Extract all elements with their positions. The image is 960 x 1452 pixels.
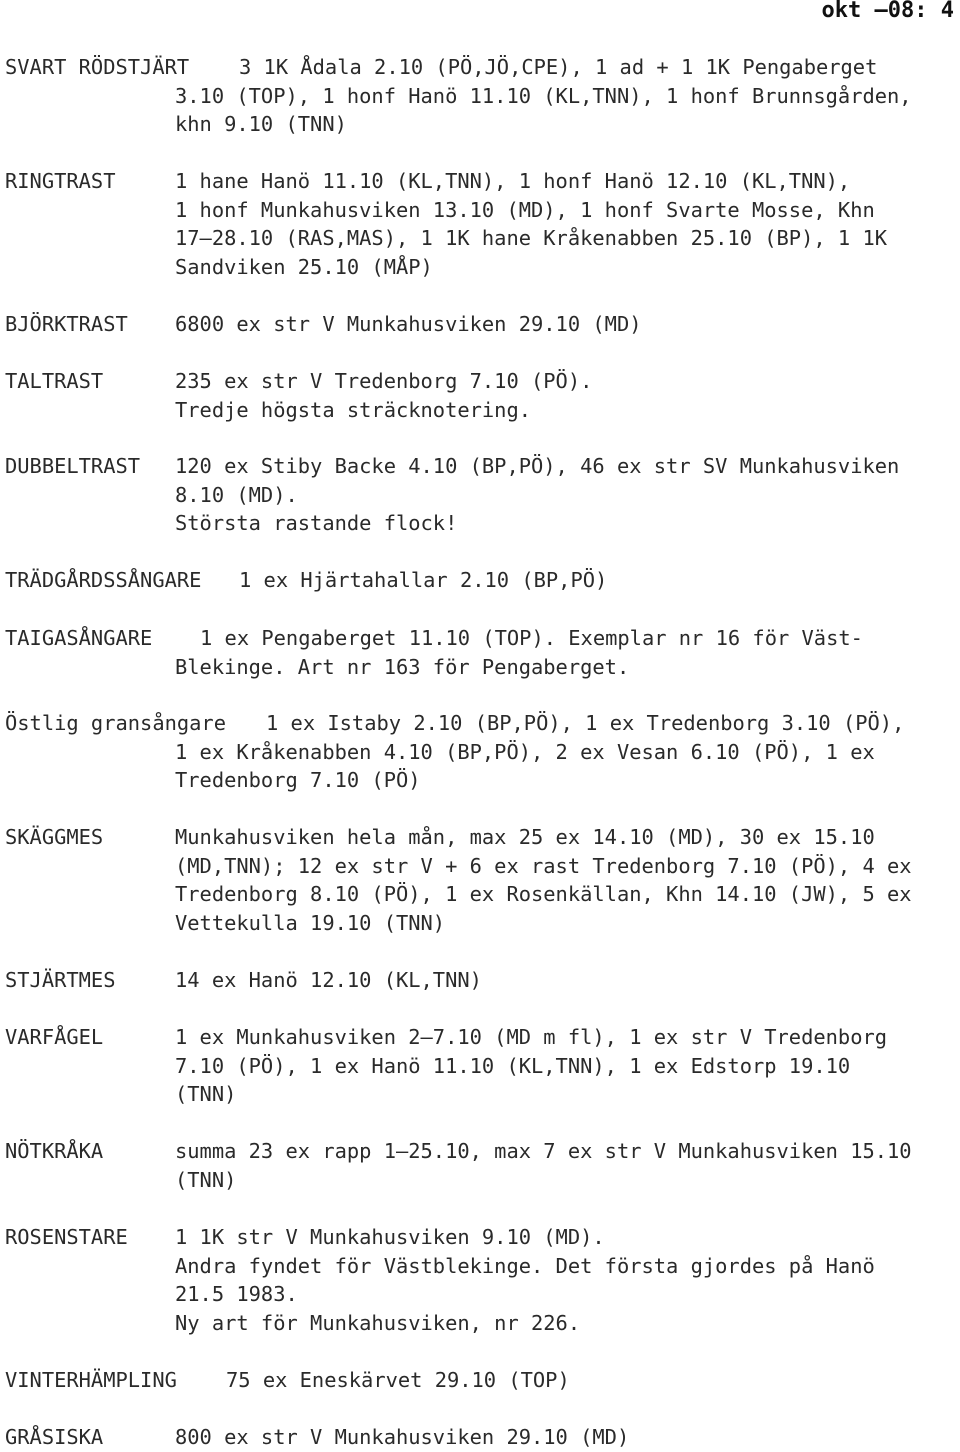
entry-line: 1 1K str V Munkahusviken 9.10 (MD). [175,1225,605,1249]
entry-line: Tredenborg 8.10 (PÖ), 1 ex Rosenkällan, Khn 14.10 (JW), 5 ex [175,882,912,907]
entry-line: 800 ex str V Munkahusviken 29.10 (MD) [175,1425,630,1449]
entry-line: Ny art för Munkahusviken, nr 226. [175,1310,581,1335]
entry-line: 3 1K Ådala 2.10 (PÖ,JÖ,CPE), 1 ad + 1 1K Pengaberget [239,55,878,79]
entry-line: Tredje högsta sträcknotering. [175,397,532,422]
entry-line: khn 9.10 (TNN) [175,112,347,137]
species-name: BJÖRKTRAST [5,312,128,336]
species-name: STJÄRTMES [5,968,116,992]
entry-line: (MD,TNN); 12 ex str V + 6 ex rast Tredenborg 7.10 (PÖ), 4 ex [175,853,912,878]
entry-line: 1 honf Munkahusviken 13.10 (MD), 1 honf Svarte Mosse, Khn [175,197,875,222]
entry-line: 235 ex str V Tredenborg 7.10 (PÖ). [175,369,593,393]
entry-line: 1 ex Istaby 2.10 (BP,PÖ), 1 ex Tredenborg 3.10 (PÖ), [266,711,905,735]
entry-line: 6800 ex str V Munkahusviken 29.10 (MD) [175,312,642,336]
entry-line: (TNN) [175,1082,237,1107]
species-name: SVART RÖDSTJÄRT [5,55,190,79]
species-name: ROSENSTARE [5,1225,128,1249]
entry-line: 1 ex Kråkenabben 4.10 (BP,PÖ), 2 ex Vesan 6.10 (PÖ), 1 ex [175,739,875,764]
entry-line: 8.10 (MD). [175,482,298,507]
entry-line: 21.5 1983. [175,1282,298,1307]
entry-line: 1 ex Hjärtahallar 2.10 (BP,PÖ) [239,568,608,592]
entry-line: summa 23 ex rapp 1–25.10, max 7 ex str V Munkahusviken 15.10 [175,1139,912,1163]
species-name: Östlig gransångare [5,711,226,735]
species-name: VARFÅGEL [5,1025,104,1049]
entry-line: Andra fyndet för Västblekinge. Det första gjordes på Hanö [175,1253,875,1278]
species-name: NÖTKRÅKA [5,1139,104,1163]
entry-line: 1 ex Pengaberget 11.10 (TOP). Exemplar nr 16 för Väst- [200,626,863,650]
species-name: TRÄDGÅRDSSÅNGARE [5,568,202,592]
species-name: SKÄGGMES [5,825,104,849]
entry-line: 120 ex Stiby Backe 4.10 (BP,PÖ), 46 ex str SV Munkahusviken [175,454,900,478]
species-name: DUBBELTRAST [5,454,141,478]
entry-line: Största rastande flock! [175,511,458,536]
entry-line: Vettekulla 19.10 (TNN) [175,910,446,935]
species-name: TAIGASÅNGARE [5,626,153,650]
entry-line: 75 ex Eneskärvet 29.10 (TOP) [226,1368,570,1392]
species-name: RINGTRAST [5,169,116,193]
species-name: TALTRAST [5,369,104,393]
species-name: GRÅSISKA [5,1425,104,1449]
entry-line: Sandviken 25.10 (MÅP) [175,254,433,279]
entry-line: 14 ex Hanö 12.10 (KL,TNN) [175,968,482,992]
entry-line: 17–28.10 (RAS,MAS), 1 1K hane Kråkenabben 25.10 (BP), 1 1K [175,226,888,251]
entry-line: Munkahusviken hela mån, max 25 ex 14.10 (MD), 30 ex 15.10 [175,825,875,849]
entry-line: (TNN) [175,1167,237,1192]
entry-line: Blekinge. Art nr 163 för Pengaberget. [175,654,630,679]
species-name: VINTERHÄMPLING [5,1368,177,1392]
page-header: okt –08: 4 [821,0,954,23]
entry-line: 7.10 (PÖ), 1 ex Hanö 11.10 (KL,TNN), 1 ex Edstorp 19.10 [175,1053,851,1078]
entry-line: 1 hane Hanö 11.10 (KL,TNN), 1 honf Hanö 12.10 (KL,TNN), [175,169,851,193]
entry-line: Tredenborg 7.10 (PÖ) [175,768,421,793]
entry-line: 1 ex Munkahusviken 2–7.10 (MD m fl), 1 ex str V Tredenborg [175,1025,888,1049]
entry-line: 3.10 (TOP), 1 honf Hanö 11.10 (KL,TNN), 1 honf Brunnsgården, [175,83,912,108]
